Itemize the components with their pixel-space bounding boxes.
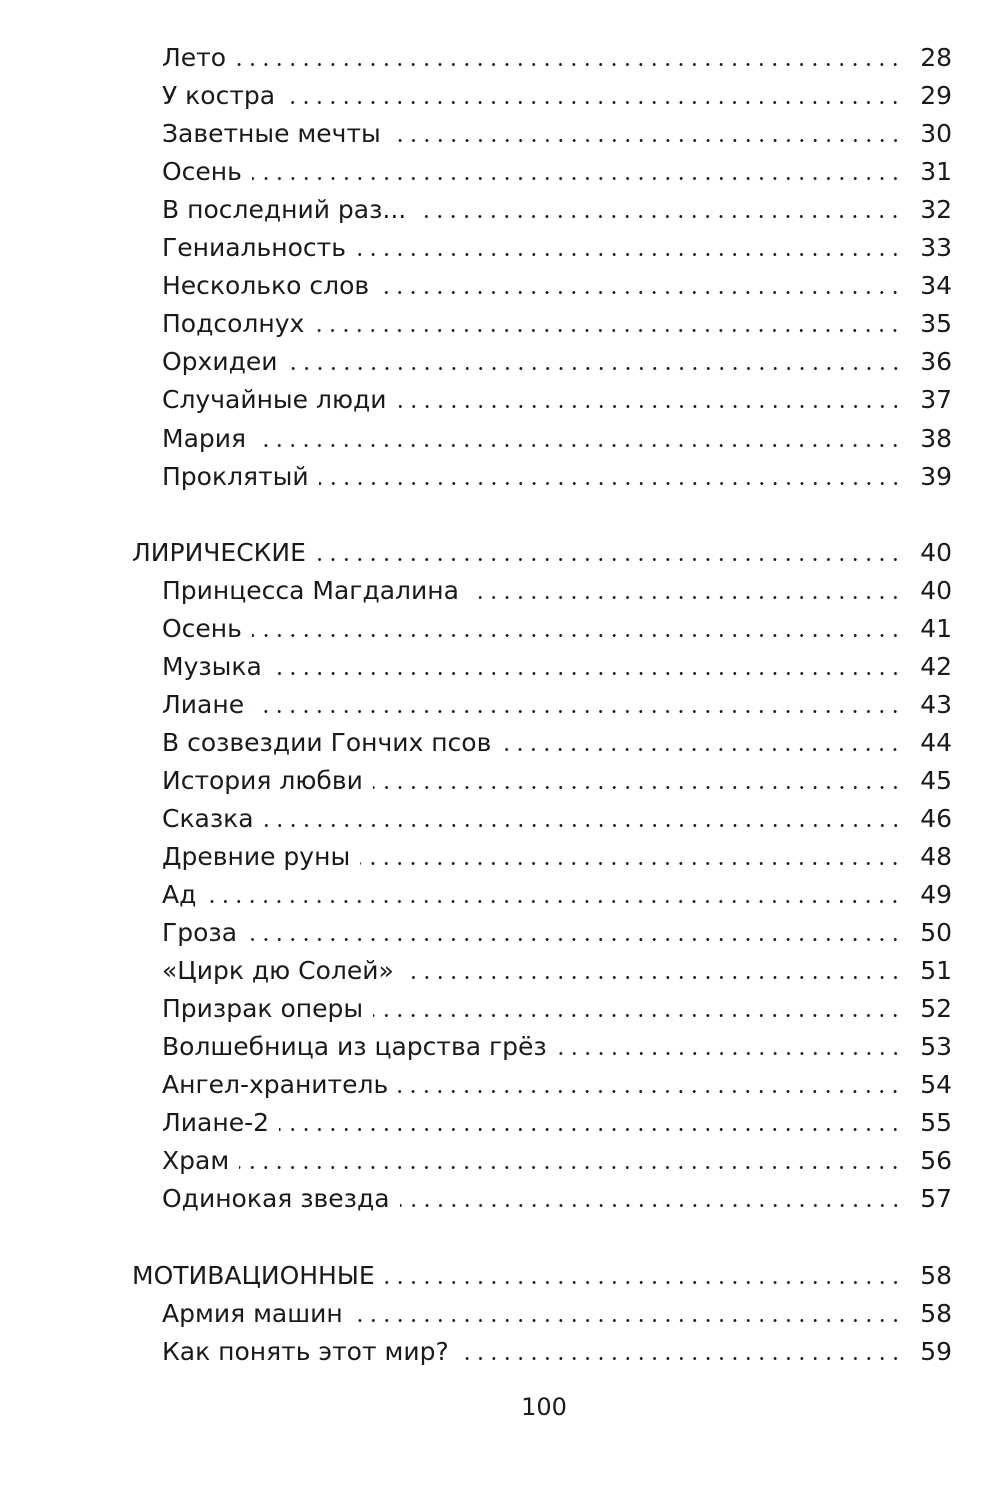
toc-entry-page: 37 xyxy=(920,385,952,414)
dot-leader xyxy=(256,444,902,447)
toc-entry xyxy=(162,153,952,191)
toc-entry-page: 31 xyxy=(920,157,952,186)
toc-entry xyxy=(162,800,952,838)
toc-entry-page: 45 xyxy=(920,766,952,795)
toc-entry-page: 58 xyxy=(920,1299,952,1328)
toc-entry-title: Ангел-хранитель xyxy=(162,1070,389,1099)
toc-entry-title: Как понять этот мир? xyxy=(162,1337,449,1366)
dot-leader xyxy=(397,405,902,408)
dot-leader xyxy=(373,786,902,789)
dot-leader xyxy=(279,1128,902,1131)
toc-entry xyxy=(162,1333,952,1371)
toc-entry-page: 41 xyxy=(920,614,952,643)
toc-entry-page: 53 xyxy=(920,1032,952,1061)
toc-entry-page: 59 xyxy=(920,1337,952,1366)
dot-leader xyxy=(272,672,902,675)
dot-leader xyxy=(314,329,902,332)
toc-entry xyxy=(162,914,952,952)
toc-entry-title: Несколько слов xyxy=(162,271,370,300)
toc-entry-page: 44 xyxy=(920,728,952,757)
dot-leader xyxy=(416,215,902,218)
dot-leader xyxy=(264,824,902,827)
dot-leader xyxy=(254,710,902,713)
toc-entry-title: Лиане xyxy=(162,690,245,719)
toc-entry xyxy=(162,762,952,800)
toc-entry xyxy=(162,458,952,496)
toc-entry-page: 29 xyxy=(920,81,952,110)
toc-entry-page: 55 xyxy=(920,1108,952,1137)
toc-entry-page: 28 xyxy=(920,43,952,72)
toc-entry-title: Одинокая звезда xyxy=(162,1184,390,1213)
dot-leader xyxy=(501,748,902,751)
toc-entry-page: 51 xyxy=(920,956,952,985)
toc-entry-title: Храм xyxy=(162,1146,230,1175)
dot-leader xyxy=(239,1166,902,1169)
toc-entry-page: 40 xyxy=(920,576,952,605)
toc-entry-title: Принцесса Магдалина xyxy=(162,576,459,605)
dot-leader xyxy=(391,139,902,142)
dot-leader xyxy=(373,1014,902,1017)
toc-entry xyxy=(162,572,952,610)
toc-entry-title: ЛИРИЧЕСКИЕ xyxy=(132,538,306,567)
toc-entry-title: Гроза xyxy=(162,918,238,947)
toc-entry xyxy=(162,229,952,267)
toc-section-heading xyxy=(132,1257,952,1295)
toc-entry-title: Осень xyxy=(162,157,242,186)
dot-leader xyxy=(236,63,902,66)
toc-entry xyxy=(162,1104,952,1142)
toc-section-heading xyxy=(132,534,952,572)
dot-leader xyxy=(404,976,902,979)
toc-entry xyxy=(162,343,952,381)
toc-entry xyxy=(162,1028,952,1066)
toc-entry-page: 54 xyxy=(920,1070,952,1099)
toc-entry-page: 57 xyxy=(920,1184,952,1213)
toc-entry-title: У костра xyxy=(162,81,276,110)
toc-entry-page: 38 xyxy=(920,424,952,453)
toc-entry-title: Случайные люди xyxy=(162,385,387,414)
toc-entry xyxy=(162,648,952,686)
toc-entry-page: 52 xyxy=(920,994,952,1023)
dot-leader xyxy=(285,101,902,104)
toc-entry xyxy=(162,115,952,153)
toc-entry xyxy=(162,1142,952,1180)
toc-entry-page: 48 xyxy=(920,842,952,871)
toc-entry-title: Подсолнух xyxy=(162,309,305,338)
toc-entry-title: Призрак оперы xyxy=(162,994,364,1023)
dot-leader xyxy=(400,1204,902,1207)
toc-entry-title: Древние руны xyxy=(162,842,351,871)
toc-entry xyxy=(162,267,952,305)
toc-entry-page: 40 xyxy=(920,538,952,567)
toc-entry xyxy=(162,39,952,77)
toc-entry-title: Лиане-2 xyxy=(162,1108,270,1137)
toc-entry-title: Сказка xyxy=(162,804,254,833)
dot-leader xyxy=(316,558,902,561)
toc-entry xyxy=(162,610,952,648)
toc-entry-page: 58 xyxy=(920,1261,952,1290)
dot-leader xyxy=(252,177,902,180)
toc-entry xyxy=(162,990,952,1028)
toc-entry xyxy=(162,724,952,762)
toc-entry-title: В последний раз... xyxy=(162,195,407,224)
dot-leader xyxy=(379,291,902,294)
toc-entry xyxy=(162,77,952,115)
toc-entry xyxy=(162,1295,952,1333)
toc-entry-title: Армия машин xyxy=(162,1299,343,1328)
toc-entry-page: 35 xyxy=(920,309,952,338)
toc-entry-page: 34 xyxy=(920,271,952,300)
toc-entry xyxy=(162,1066,952,1104)
toc-entry-page: 42 xyxy=(920,652,952,681)
toc-entry-title: Мария xyxy=(162,424,247,453)
toc-entry xyxy=(162,381,952,419)
toc-entry-title: Осень xyxy=(162,614,242,643)
toc-entry-page: 39 xyxy=(920,462,952,491)
toc-entry-title: Лето xyxy=(162,43,227,72)
toc-entry-title: «Цирк дю Солей» xyxy=(162,956,394,985)
toc-entry-page: 46 xyxy=(920,804,952,833)
toc-entry xyxy=(162,838,952,876)
toc-entry-title: Музыка xyxy=(162,652,262,681)
toc-entry xyxy=(162,952,952,990)
dot-leader xyxy=(557,1052,902,1055)
dot-leader xyxy=(288,367,902,370)
dot-leader xyxy=(252,634,902,637)
dot-leader xyxy=(353,1319,902,1322)
dot-leader xyxy=(360,862,902,865)
dot-leader xyxy=(206,900,902,903)
toc-entry-title: Гениальность xyxy=(162,233,346,262)
dot-leader xyxy=(356,253,902,256)
toc-entry xyxy=(162,1180,952,1218)
dot-leader xyxy=(319,482,902,485)
toc-entry xyxy=(162,420,952,458)
dot-leader xyxy=(398,1090,902,1093)
toc-entry-title: В созвездии Гончих псов xyxy=(162,728,492,757)
toc-entry xyxy=(162,305,952,343)
toc-entry-page: 49 xyxy=(920,880,952,909)
toc-entry xyxy=(162,686,952,724)
toc-entry-title: Заветные мечты xyxy=(162,119,381,148)
toc-entry-title: Проклятый xyxy=(162,462,309,491)
toc-entry-title: Ад xyxy=(162,880,197,909)
dot-leader xyxy=(469,596,902,599)
toc-entry xyxy=(162,191,952,229)
toc-entry-page: 43 xyxy=(920,690,952,719)
page-number: 100 xyxy=(521,1393,567,1421)
toc-entry-page: 56 xyxy=(920,1146,952,1175)
toc-entry-title: История любви xyxy=(162,766,363,795)
dot-leader xyxy=(459,1357,902,1360)
toc-entry-title: МОТИВАЦИОННЫЕ xyxy=(132,1261,375,1290)
dot-leader xyxy=(385,1281,902,1284)
toc-entry-page: 30 xyxy=(920,119,952,148)
toc-entry xyxy=(162,876,952,914)
toc-entry-page: 36 xyxy=(920,347,952,376)
toc-entry-page: 50 xyxy=(920,918,952,947)
dot-leader xyxy=(247,938,902,941)
toc-entry-page: 33 xyxy=(920,233,952,262)
toc-entry-title: Орхидеи xyxy=(162,347,278,376)
toc-entry-page: 32 xyxy=(920,195,952,224)
toc-entry-title: Волшебница из царства грёз xyxy=(162,1032,547,1061)
